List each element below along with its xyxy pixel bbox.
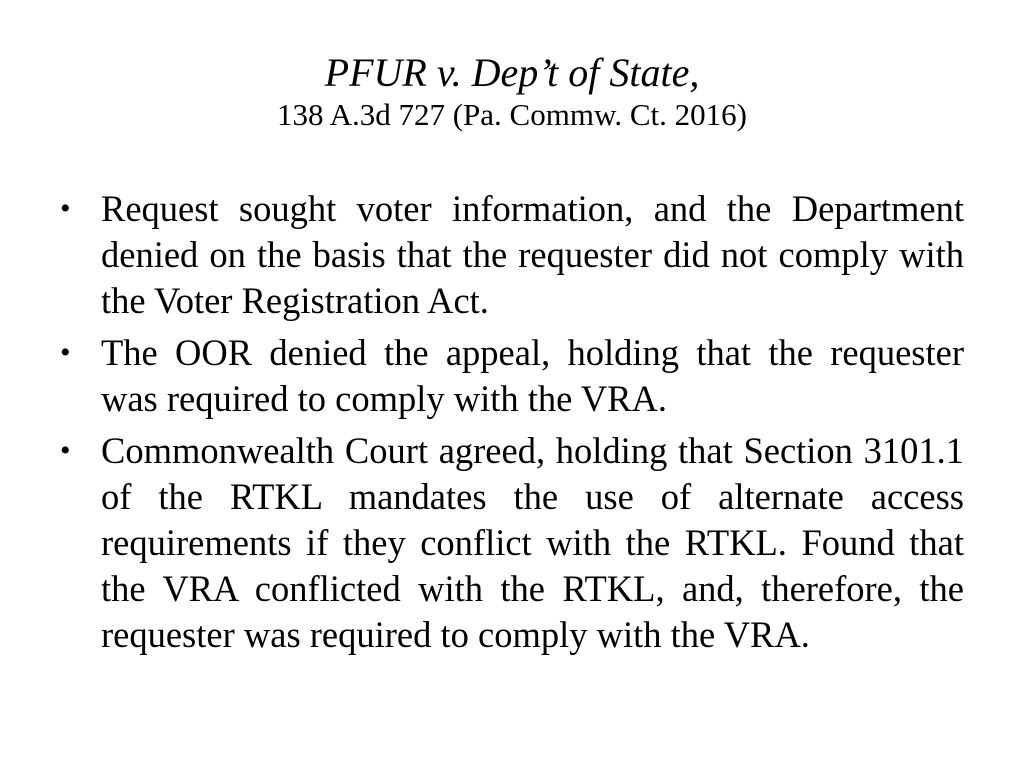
bullet-item xyxy=(56,330,964,422)
bullet-item xyxy=(56,186,964,324)
bullet-icon: • xyxy=(60,434,71,467)
case-name: PFUR v. Dep’t of State, xyxy=(324,50,700,95)
bullet-icon: • xyxy=(60,192,71,225)
case-citation: 138 A.3d 727 (Pa. Commw. Ct. 2016) xyxy=(277,97,747,132)
bullet-list xyxy=(56,186,964,664)
bullet-icon: • xyxy=(60,336,71,369)
bullet-text: Commonwealth Court agreed, holding that Section 3101.1 of the RTKL mandates the use of alternate access requirements if they conflict with the RTKL. Found that the VRA conflicted with the RTKL, and, therefore, the requester was required to comply with the VRA. xyxy=(101,430,964,655)
slide-title xyxy=(60,50,964,134)
bullet-text: The OOR denied the appeal, holding that the requester was required to comply with the VRA. xyxy=(101,332,964,419)
bullet-item xyxy=(56,428,964,658)
bullet-text: Request sought voter information, and the Department denied on the basis that the requester did not comply with the Voter Registration Act. xyxy=(101,188,964,321)
